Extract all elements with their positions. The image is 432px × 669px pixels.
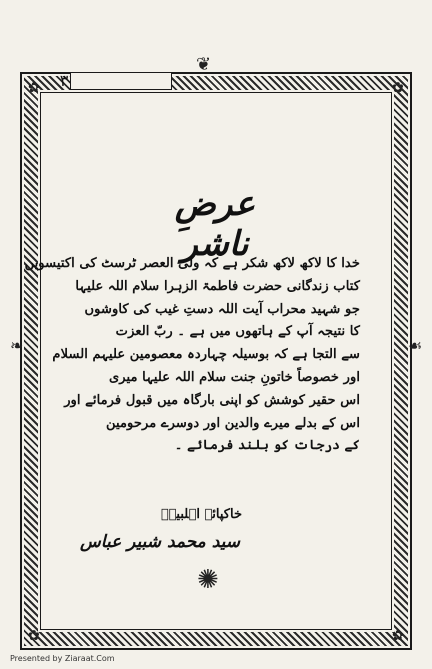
body-line: جو شہید محراب آیت اللہ دستِ غیب کی کاوشوں	[84, 301, 360, 317]
body-line: اس حقیر کوشش کو اپنی بارگاہ میں قبول فرمائے اور	[64, 392, 360, 408]
body-line: اور خصوصاً خاتونِ جنت سلام اللہ علیہا میری	[108, 369, 360, 385]
corner-ornament-icon: ✿	[392, 628, 404, 644]
footer-credit: Presented by Ziaraat.Com	[10, 654, 115, 663]
signature-caption: خاکپائے اہلبیتؑ	[160, 507, 242, 522]
leaf-ornament-icon: ❧	[10, 336, 24, 355]
body-line: خدا کا لاکھ لاکھ شکر ہے کہ ولی العصر ٹرسٹ کی اکتیسویں	[24, 256, 360, 271]
corner-ornament-icon: ✿	[28, 80, 40, 96]
body-line: کتاب زندگانی حضرت فاطمۃ الزہرا سلام اللہ علیہا	[75, 278, 360, 294]
signature-name: سید محمد شبیر عباس	[80, 532, 240, 552]
rosette-ornament-icon: ✺	[197, 565, 219, 595]
header-box	[70, 72, 172, 90]
body-line: سے التجا ہے کہ بوسیلہ چہاردہ معصومین علیہم السلام	[52, 347, 360, 363]
body-line: کا نتیجہ آپ کے ہاتھوں میں ہے ۔ ربّ العزت	[115, 324, 360, 340]
page-number: ۳	[59, 71, 69, 90]
body-paragraph	[24, 253, 360, 458]
leaf-ornament-icon: ☙	[408, 336, 423, 355]
page-title: عرضِ ناشر	[174, 184, 256, 264]
flower-ornament-icon: ❦	[196, 54, 212, 75]
body-line: اس کے بدلے میرے والدین اور دوسرے مرحومین	[105, 415, 360, 431]
body-line: کے درجات کو بلند فرمائے ۔	[174, 438, 360, 454]
corner-ornament-icon: ✿	[28, 628, 40, 644]
corner-ornament-icon: ✿	[392, 80, 404, 96]
